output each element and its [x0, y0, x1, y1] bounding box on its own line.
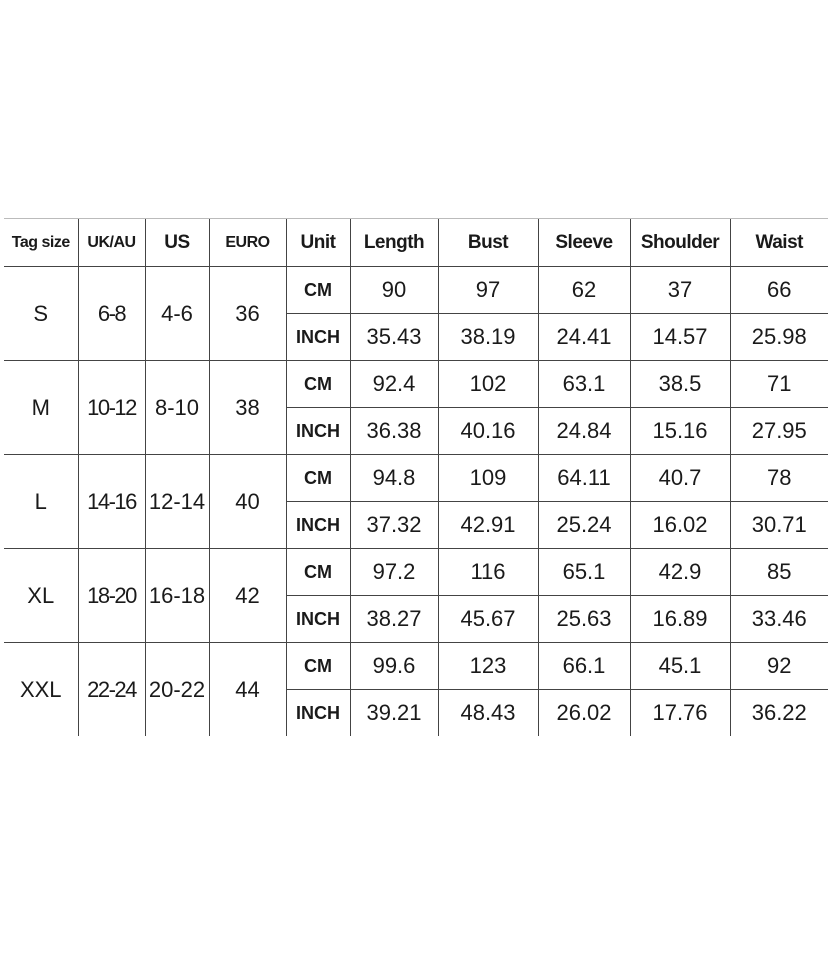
unit-cell: CM	[286, 361, 350, 408]
unit-cell: CM	[286, 549, 350, 596]
measurement-cell: 38.27	[350, 596, 438, 643]
tag-size-cell: L	[4, 455, 78, 549]
uk-au-cell: 14-16	[78, 455, 145, 549]
measurement-cell: 45.67	[438, 596, 538, 643]
measurement-cell: 42.9	[630, 549, 730, 596]
measurement-cell: 27.95	[730, 408, 828, 455]
unit-cell: INCH	[286, 690, 350, 737]
us-cell: 8-10	[145, 361, 209, 455]
measurement-cell: 35.43	[350, 314, 438, 361]
measurement-cell: 92	[730, 643, 828, 690]
size-table	[4, 218, 828, 736]
unit-cell: INCH	[286, 596, 350, 643]
uk-au-cell: 18-20	[78, 549, 145, 643]
measurement-cell: 45.1	[630, 643, 730, 690]
measurement-cell: 26.02	[538, 690, 630, 737]
measurement-cell: 24.41	[538, 314, 630, 361]
uk-au-cell: 22-24	[78, 643, 145, 737]
column-header: Tag size	[4, 219, 78, 267]
measurement-cell: 66.1	[538, 643, 630, 690]
size-chart	[4, 218, 828, 736]
measurement-cell: 30.71	[730, 502, 828, 549]
measurement-cell: 25.24	[538, 502, 630, 549]
measurement-cell: 37.32	[350, 502, 438, 549]
unit-cell: INCH	[286, 408, 350, 455]
column-header: US	[145, 219, 209, 267]
table-row	[4, 455, 828, 502]
table-row	[4, 549, 828, 596]
tag-size-cell: M	[4, 361, 78, 455]
column-header: Length	[350, 219, 438, 267]
column-header: Sleeve	[538, 219, 630, 267]
us-cell: 16-18	[145, 549, 209, 643]
measurement-cell: 85	[730, 549, 828, 596]
measurement-cell: 48.43	[438, 690, 538, 737]
column-header: UK/AU	[78, 219, 145, 267]
column-header: Waist	[730, 219, 828, 267]
measurement-cell: 38.19	[438, 314, 538, 361]
table-row	[4, 267, 828, 314]
table-row	[4, 643, 828, 690]
measurement-cell: 90	[350, 267, 438, 314]
uk-au-cell: 10-12	[78, 361, 145, 455]
measurement-cell: 99.6	[350, 643, 438, 690]
measurement-cell: 71	[730, 361, 828, 408]
measurement-cell: 16.89	[630, 596, 730, 643]
measurement-cell: 25.98	[730, 314, 828, 361]
uk-au-cell: 6-8	[78, 267, 145, 361]
measurement-cell: 116	[438, 549, 538, 596]
measurement-cell: 33.46	[730, 596, 828, 643]
tag-size-cell: XXL	[4, 643, 78, 737]
measurement-cell: 65.1	[538, 549, 630, 596]
measurement-cell: 36.38	[350, 408, 438, 455]
measurement-cell: 78	[730, 455, 828, 502]
unit-cell: CM	[286, 455, 350, 502]
measurement-cell: 109	[438, 455, 538, 502]
measurement-cell: 37	[630, 267, 730, 314]
euro-cell: 40	[209, 455, 286, 549]
measurement-cell: 123	[438, 643, 538, 690]
column-header: Bust	[438, 219, 538, 267]
measurement-cell: 39.21	[350, 690, 438, 737]
euro-cell: 42	[209, 549, 286, 643]
measurement-cell: 42.91	[438, 502, 538, 549]
us-cell: 20-22	[145, 643, 209, 737]
measurement-cell: 25.63	[538, 596, 630, 643]
us-cell: 4-6	[145, 267, 209, 361]
measurement-cell: 66	[730, 267, 828, 314]
unit-cell: INCH	[286, 502, 350, 549]
us-cell: 12-14	[145, 455, 209, 549]
header-row	[4, 219, 828, 267]
measurement-cell: 14.57	[630, 314, 730, 361]
measurement-cell: 38.5	[630, 361, 730, 408]
measurement-cell: 36.22	[730, 690, 828, 737]
measurement-cell: 102	[438, 361, 538, 408]
column-header: EURO	[209, 219, 286, 267]
measurement-cell: 40.16	[438, 408, 538, 455]
column-header: Unit	[286, 219, 350, 267]
tag-size-cell: S	[33, 300, 49, 326]
table-row	[4, 361, 828, 408]
measurement-cell: 24.84	[538, 408, 630, 455]
measurement-cell: 92.4	[350, 361, 438, 408]
measurement-cell: 16.02	[630, 502, 730, 549]
measurement-cell: 64.11	[538, 455, 630, 502]
column-header: Shoulder	[630, 219, 730, 267]
measurement-cell: 40.7	[630, 455, 730, 502]
measurement-cell: 63.1	[538, 361, 630, 408]
unit-cell: INCH	[286, 314, 350, 361]
measurement-cell: 97	[438, 267, 538, 314]
euro-cell: 36	[209, 267, 286, 361]
euro-cell: 44	[209, 643, 286, 737]
measurement-cell: 62	[538, 267, 630, 314]
measurement-cell: 17.76	[630, 690, 730, 737]
tag-size-cell: XL	[4, 549, 78, 643]
unit-cell: CM	[286, 267, 350, 314]
euro-cell: 38	[209, 361, 286, 455]
measurement-cell: 97.2	[350, 549, 438, 596]
unit-cell: CM	[286, 643, 350, 690]
measurement-cell: 15.16	[630, 408, 730, 455]
measurement-cell: 94.8	[350, 455, 438, 502]
